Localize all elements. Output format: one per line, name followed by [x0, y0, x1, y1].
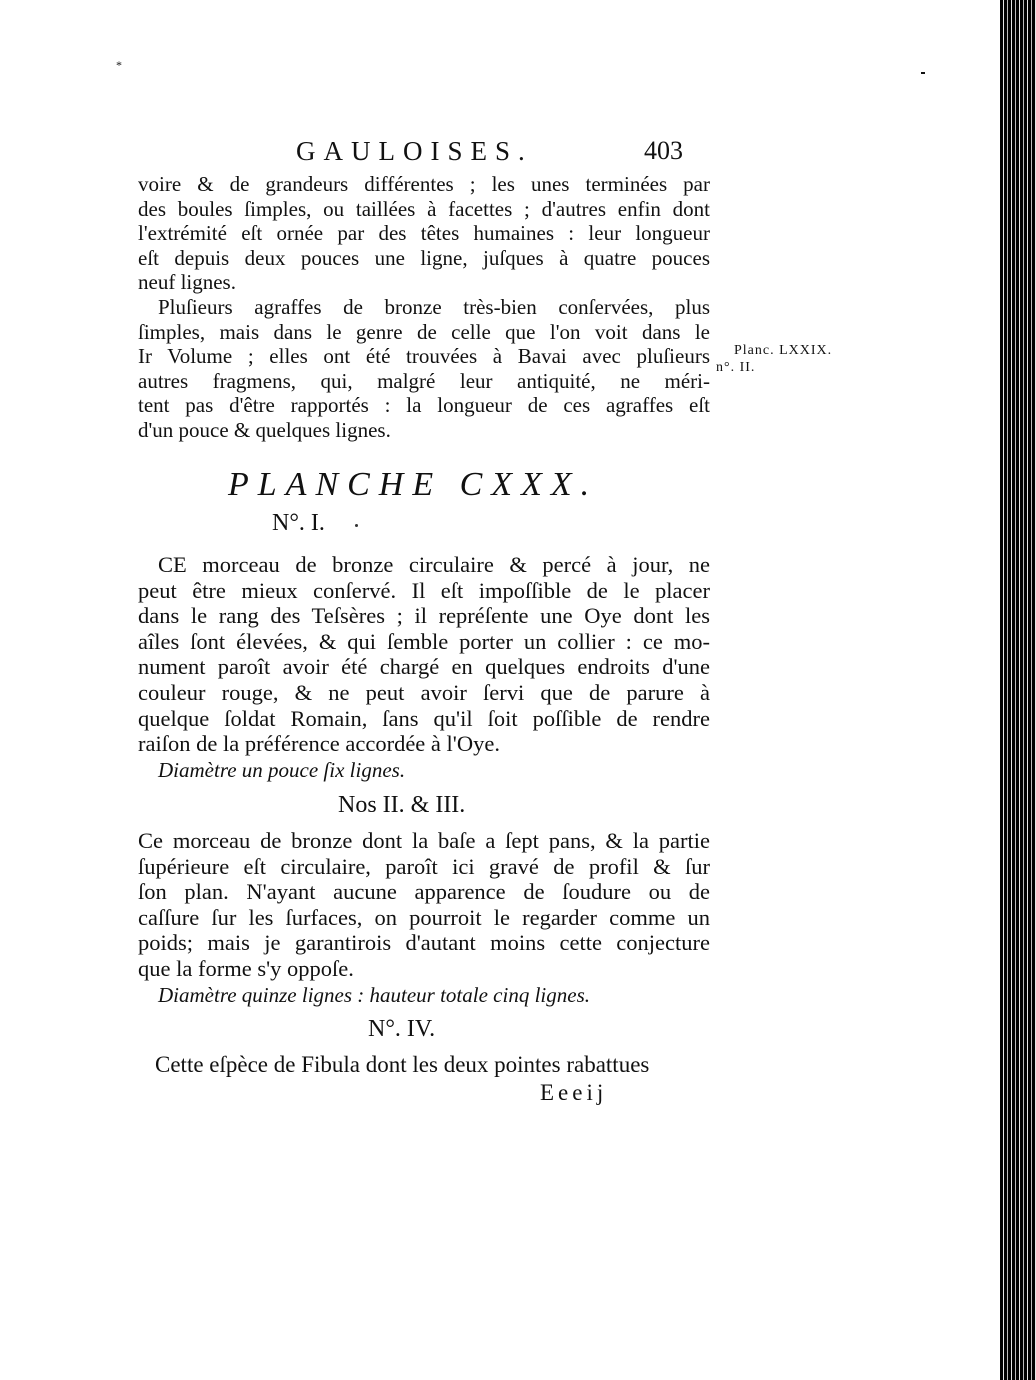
caption: Diamètre un pouce ſix lignes.	[158, 757, 406, 782]
text-line: d'un pouce & quelques lignes.	[138, 417, 391, 442]
text-line: autres fragmens, qui, malgré leur antiquité, ne méri-	[138, 368, 710, 393]
section-2-text	[138, 828, 710, 1008]
caption: Diamètre quinze lignes : hauteur totale cinq lignes.	[158, 982, 590, 1007]
scan-dot	[921, 72, 925, 74]
text-line: CE morceau de bronze circulaire & percé à jour, ne	[158, 552, 710, 577]
text-line: raiſon de la préférence accordée à l'Oye.	[138, 731, 500, 757]
section-heading: N°. I.	[272, 510, 325, 536]
plate-title: PLANCHE CXXX.	[228, 466, 599, 503]
text-line: que la forme s'y oppoſe.	[138, 955, 354, 981]
text-line: ſupérieure eſt circulaire, paroît ici gravé de profil & ſur	[138, 853, 710, 879]
text-line: des boules ſimples, ou taillées à facettes ; d'autres enfin dont	[138, 196, 710, 221]
text-line: l'extrémité eſt ornée par des têtes humaines : leur longueur	[138, 221, 710, 246]
marginal-note	[716, 342, 832, 376]
page-edge	[1000, 0, 1036, 1380]
section-heading: N°. IV.	[368, 1016, 436, 1042]
text-line: caſſure ſur les ſurfaces, on pourroit le regarder comme un	[138, 904, 710, 930]
text-line: voire & de grandeurs différentes ; les unes terminées par	[138, 172, 710, 196]
text-line: ſon plan. N'ayant aucune apparence de ſoudure ou de	[138, 879, 710, 905]
text-line: peut être mieux conſervé. Il eſt impoſſible de le placer	[138, 577, 710, 603]
marginal-note-line: Planc. LXXIX.	[734, 343, 833, 358]
scan-speck: *	[116, 58, 122, 72]
signature-mark: Eeeij	[540, 1080, 608, 1105]
text-line: ſimples, mais dans le genre de celle que l'on voit dans le	[138, 319, 710, 344]
text-line: aîles ſont élevées, & qui ſemble porter un collier : ce mo-	[138, 628, 710, 654]
text-line: Ir Volume ; elles ont été trouvées à Bavai avec pluſieurs	[138, 344, 710, 369]
page-number: 403	[644, 136, 683, 165]
text-line: couleur rouge, & ne peut avoir ſervi que de parure à	[138, 679, 710, 705]
text-line: dans le rang des Teſsères ; il repréſente une Oye dont les	[138, 603, 710, 629]
running-head: GAULOISES.	[296, 136, 533, 166]
closing-line: Cette eſpèce de Fibula dont les deux pointes rabattues	[155, 1052, 650, 1077]
text-line: poids; mais je garantirois d'autant moins cette conjecture	[138, 930, 710, 956]
continuation-text	[138, 172, 710, 443]
heading-dot	[355, 524, 358, 527]
text-line: quelque ſoldat Romain, ſans qu'il ſoit poſſible de rendre	[138, 705, 710, 731]
marginal-note-line: n°. II.	[716, 360, 756, 375]
text-line: neuf lignes.	[138, 270, 236, 295]
page-header	[0, 136, 1008, 176]
text-line: nument paroît avoir été chargé en quelques endroits d'une	[138, 654, 710, 680]
text-line: Pluſieurs agraffes de bronze très-bien conſervées, plus	[158, 294, 710, 319]
section-heading: Nos II. & III.	[338, 792, 466, 818]
text-line: Ce morceau de bronze dont la baſe a ſept pans, & la partie	[138, 828, 710, 853]
section-1-text	[138, 552, 710, 783]
text-line: tent pas d'être rapportés : la longueur de ces agraffes eſt	[138, 393, 710, 418]
text-line: eſt depuis deux pouces une ligne, juſques à quatre pouces	[138, 245, 710, 270]
